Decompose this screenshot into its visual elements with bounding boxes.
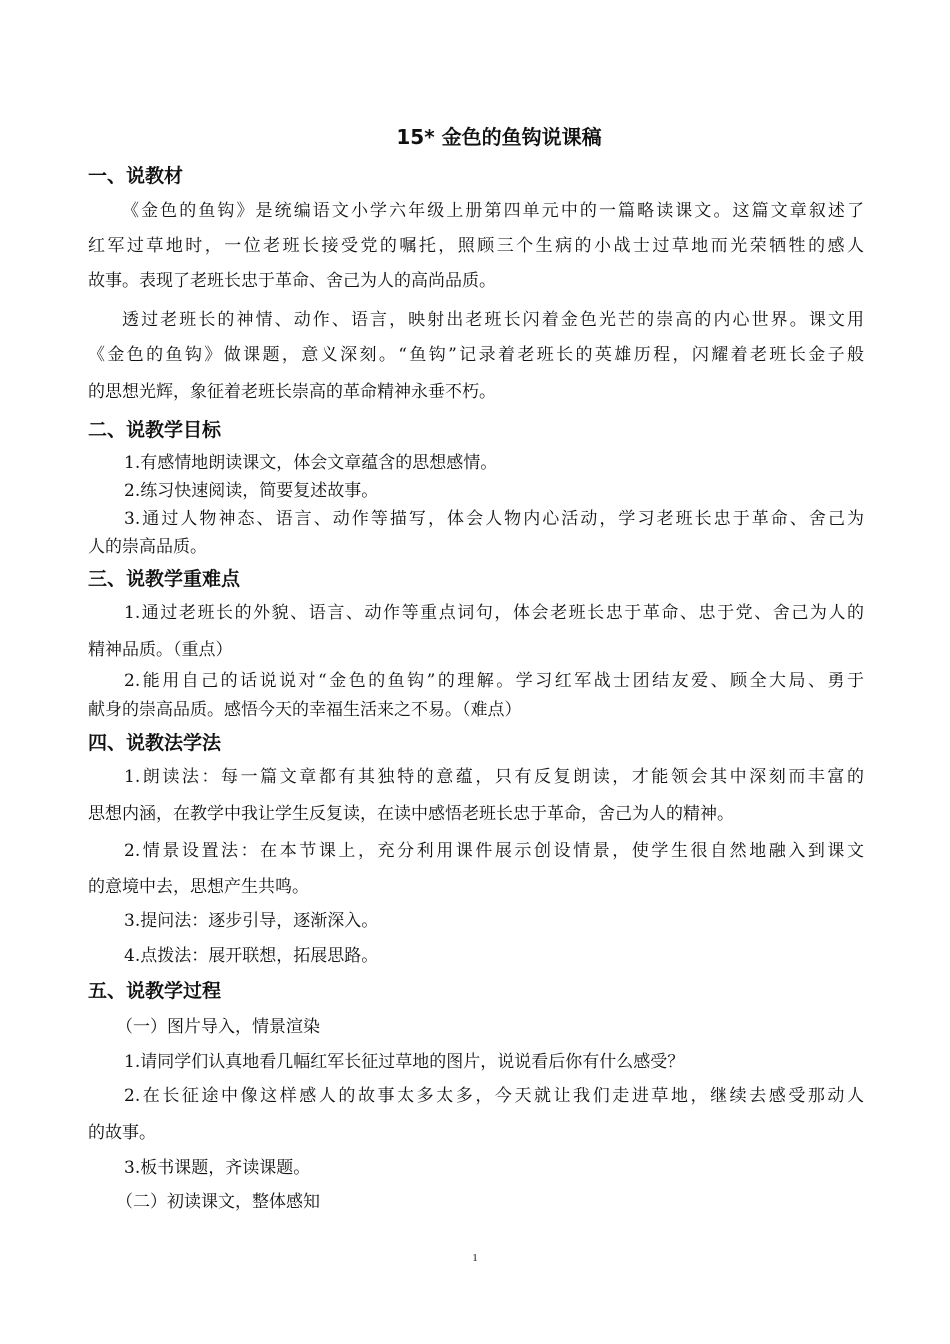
paragraph-line: 红军过草地时，一位老班长接受党的嘱托，照顾三个生病的小战士过草地而光荣牺牲的感人 [88, 236, 864, 256]
list-item: 2.练习快速阅读，简要复述故事。 [124, 481, 379, 501]
list-item: 2.情景设置法：在本节课上，充分利用课件展示创设情景，使学生很自然地融入到课文 [124, 841, 864, 861]
section-heading-3: 三、说教学重难点 [88, 568, 241, 590]
paragraph-line: 的思想光辉，象征着老班长崇高的革命精神永垂不朽。 [88, 382, 496, 402]
list-item: 1.请同学们认真地看几幅红军长征过草地的图片，说说看后你有什么感受？ [124, 1052, 685, 1072]
paragraph-line: 《金色的鱼钩》做课题，意义深刻。“鱼钩”记录着老班长的英雄历程，闪耀着老班长金子般 [88, 345, 864, 365]
list-item: 2.在长征途中像这样感人的故事太多太多，今天就让我们走进草地，继续去感受那动人 [124, 1086, 864, 1106]
title-text: 15* 金色的鱼钩说课稿 [396, 125, 602, 149]
page-number: 1 [472, 1252, 478, 1264]
paragraph-line: 《金色的鱼钩》是统编语文小学六年级上册第四单元中的一篇略读课文。这篇文章叙述了 [122, 201, 864, 221]
paragraph-line: 故事。表现了老班长忠于革命、舍己为人的高尚品质。 [88, 271, 496, 291]
list-item: 4.点拨法：展开联想，拓展思路。 [124, 946, 379, 966]
list-item-continued: 思想内涵，在教学中我让学生反复读，在读中感悟老班长忠于革命，舍己为人的精神。 [88, 804, 734, 824]
list-item: 3.板书课题，齐读课题。 [124, 1158, 311, 1178]
list-item-continued: 的意境中去，思想产生共鸣。 [88, 877, 309, 897]
sub-heading: （一）图片导入，情景渲染 [116, 1017, 320, 1037]
list-item: 1.朗读法：每一篇文章都有其独特的意蕴，只有反复朗读，才能领会其中深刻而丰富的 [124, 767, 864, 787]
list-item: 1.通过老班长的外貌、语言、动作等重点词句，体会老班长忠于革命、忠于党、舍己为人的 [124, 603, 864, 623]
list-item-continued: 人的崇高品质。 [88, 537, 207, 557]
section-heading-4: 四、说教法学法 [88, 732, 222, 754]
section-heading-2: 二、说教学目标 [88, 419, 222, 441]
list-item: 2.能用自己的话说说对“金色的鱼钩”的理解。学习红军战士团结友爱、顾全大局、勇于 [124, 671, 864, 691]
list-item: 1.有感情地朗读课文，体会文章蕴含的思想感情。 [124, 453, 498, 473]
document-title [0, 124, 950, 150]
list-item-continued: 精神品质。（重点） [88, 640, 233, 660]
section-heading-1: 一、说教材 [88, 165, 184, 187]
list-item-continued: 的故事。 [88, 1123, 156, 1143]
section-heading-5: 五、说教学过程 [88, 980, 222, 1002]
list-item: 3.通过人物神态、语言、动作等描写，体会人物内心活动，学习老班长忠于革命、舍己为 [124, 509, 864, 529]
list-item-continued: 献身的崇高品质。感悟今天的幸福生活来之不易。（难点） [88, 700, 522, 720]
sub-heading: （二）初读课文，整体感知 [116, 1192, 320, 1212]
list-item: 3.提问法：逐步引导，逐渐深入。 [124, 911, 379, 931]
paragraph-line: 透过老班长的神情、动作、语言，映射出老班长闪着金色光芒的崇高的内心世界。课文用 [122, 310, 864, 330]
